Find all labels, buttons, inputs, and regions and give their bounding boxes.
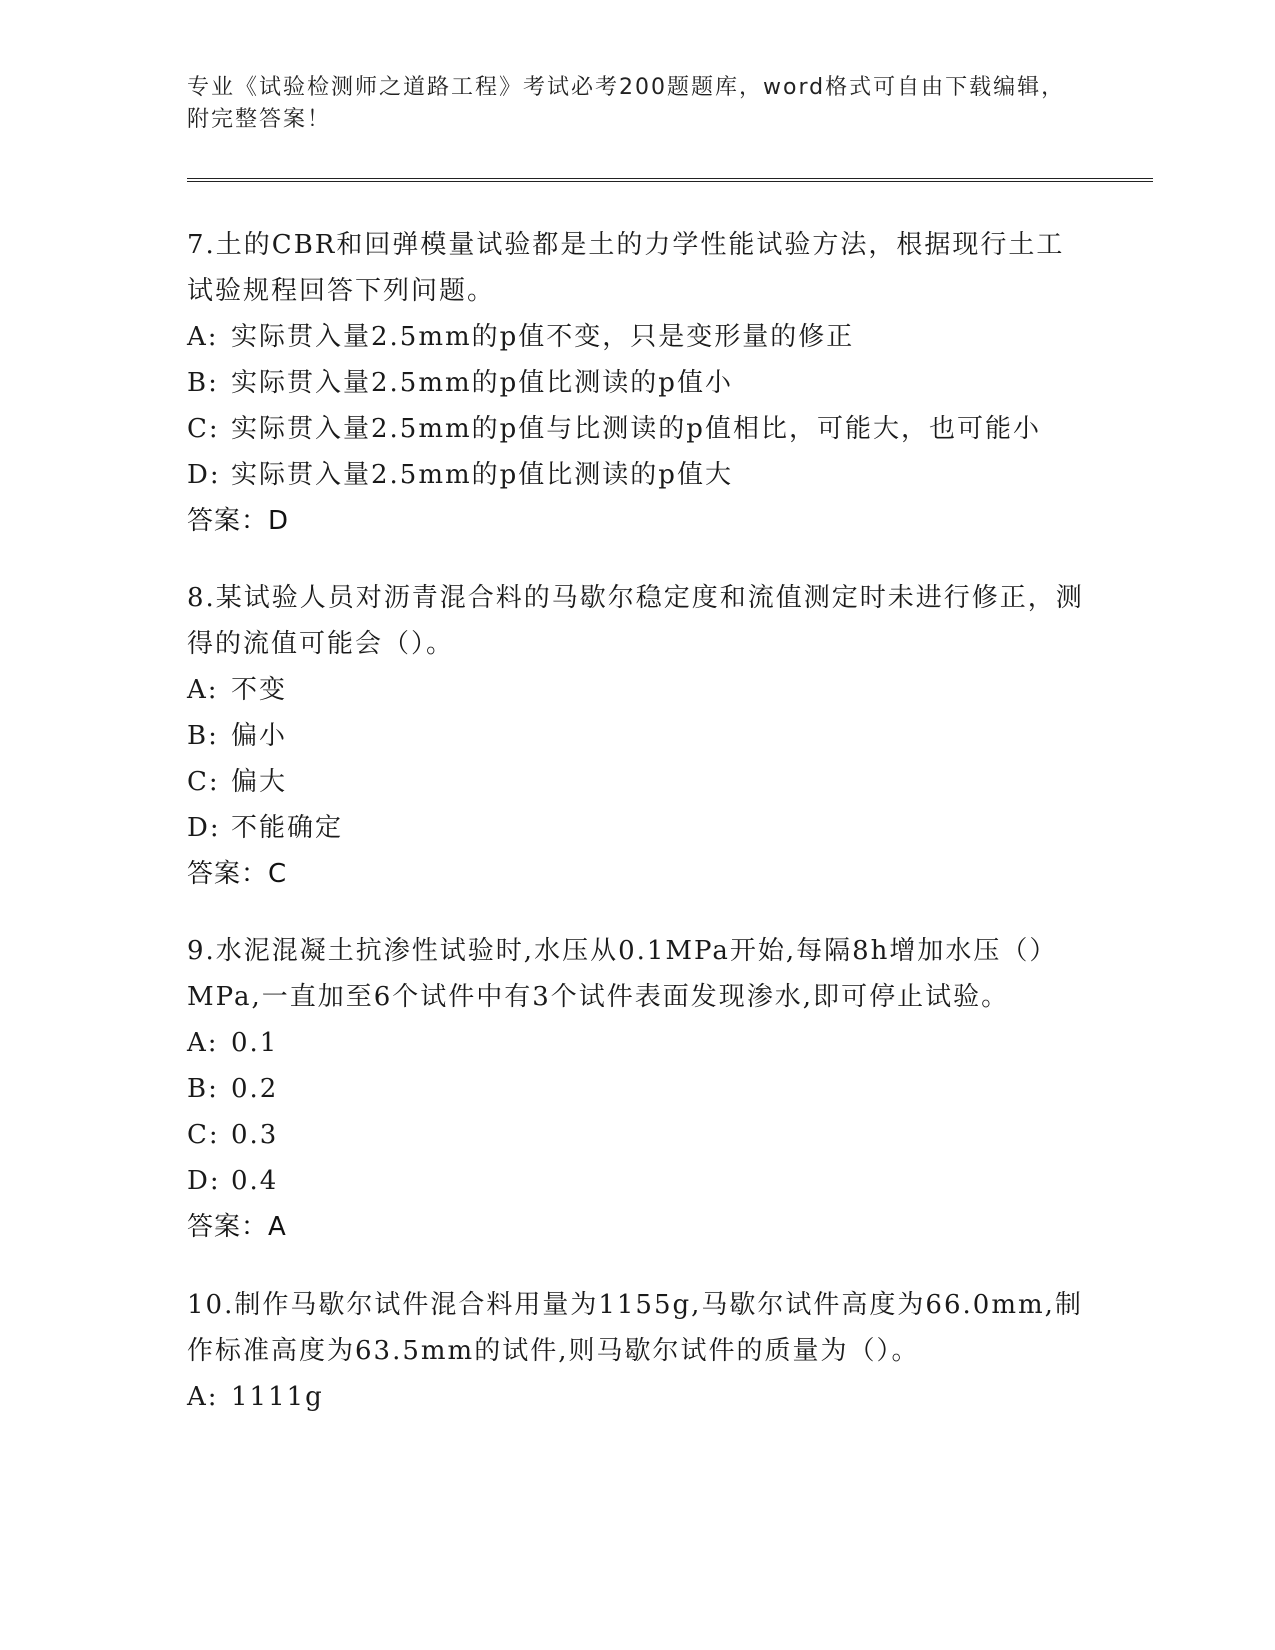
option-b: B: 0.2 bbox=[187, 1074, 279, 1104]
question-9 bbox=[187, 928, 1087, 1250]
question-8 bbox=[187, 575, 1087, 897]
header-divider bbox=[187, 178, 1153, 182]
option-d: D: 0.4 bbox=[187, 1166, 279, 1196]
option-d: D: 实际贯入量2.5mm的p值比测读的p值大 bbox=[187, 460, 733, 490]
option-c: C: 偏大 bbox=[187, 767, 288, 797]
question-stem: 9.水泥混凝土抗渗性试验时,水压从0.1MPa开始,每隔8h增加水压（）MPa,一直加至6个试件中有3个试件表面发现渗水,即可停止试验。 bbox=[187, 936, 1058, 1012]
option-a: A: 实际贯入量2.5mm的p值不变，只是变形量的修正 bbox=[187, 322, 855, 352]
answer-line: 答案：D bbox=[187, 506, 290, 536]
question-7 bbox=[187, 222, 1087, 544]
option-c: C: 0.3 bbox=[187, 1120, 279, 1150]
option-a: A: 不变 bbox=[187, 675, 288, 705]
option-a: A: 0.1 bbox=[187, 1028, 279, 1058]
question-stem: 7.土的CBR和回弹模量试验都是土的力学性能试验方法，根据现行土工试验规程回答下列问题。 bbox=[187, 230, 1065, 306]
option-c: C: 实际贯入量2.5mm的p值与比测读的p值相比，可能大，也可能小 bbox=[187, 414, 1041, 444]
question-stem: 8.某试验人员对沥青混合料的马歇尔稳定度和流值测定时未进行修正，测得的流值可能会（）。 bbox=[187, 583, 1084, 659]
question-stem: 10.制作马歇尔试件混合料用量为1155g,马歇尔试件高度为66.0mm,制作标准高度为63.5mm的试件,则马歇尔试件的质量为（）。 bbox=[187, 1290, 1083, 1366]
question-10 bbox=[187, 1282, 1087, 1420]
document-header: 专业《试验检测师之道路工程》考试必考200题题库，word格式可自由下载编辑，附完整答案！ bbox=[187, 75, 1066, 132]
option-b: B: 实际贯入量2.5mm的p值比测读的p值小 bbox=[187, 368, 733, 398]
option-d: D: 不能确定 bbox=[187, 813, 344, 843]
answer-line: 答案：C bbox=[187, 859, 288, 889]
option-a: A: 1111g bbox=[187, 1382, 324, 1412]
answer-line: 答案：A bbox=[187, 1212, 287, 1242]
option-b: B: 偏小 bbox=[187, 721, 288, 751]
